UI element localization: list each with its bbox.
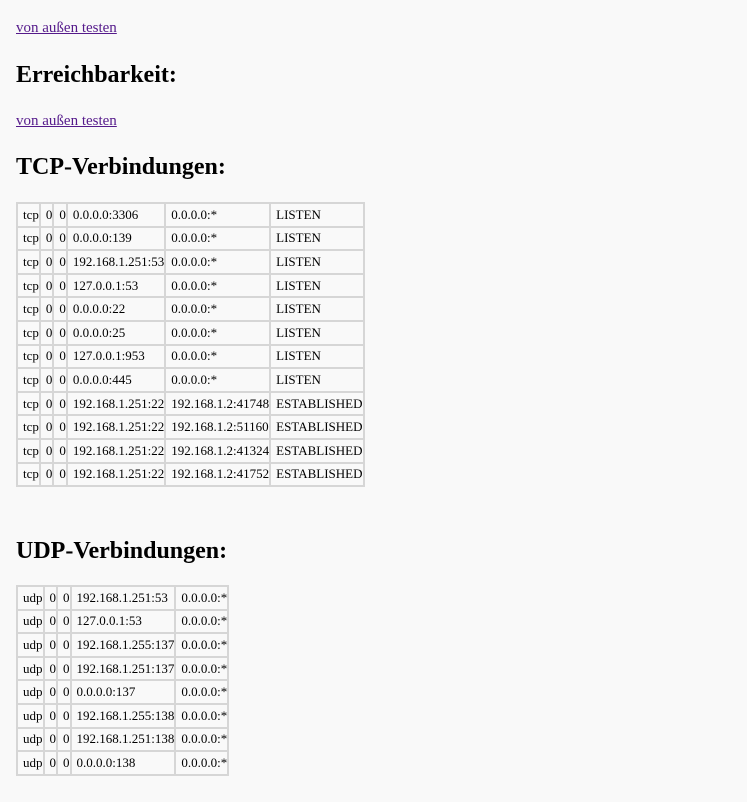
table-cell: 192.168.1.251:22 xyxy=(67,392,165,416)
table-cell: LISTEN xyxy=(270,368,363,392)
tcp-table-row xyxy=(17,274,364,298)
table-cell: 0 xyxy=(44,728,58,752)
table-cell: 0 xyxy=(40,415,54,439)
tcp-table-row xyxy=(17,321,364,345)
table-cell: 0 xyxy=(53,392,67,416)
table-cell: udp xyxy=(17,610,44,634)
table-cell: tcp xyxy=(17,368,40,392)
table-cell: 0 xyxy=(44,751,58,775)
table-cell: udp xyxy=(17,751,44,775)
table-cell: 0 xyxy=(44,657,58,681)
table-cell: 0.0.0.0:* xyxy=(165,297,270,321)
table-cell: 0 xyxy=(57,751,71,775)
table-cell: 0 xyxy=(57,704,71,728)
tcp-table-row xyxy=(17,227,364,251)
table-cell: 0.0.0.0:* xyxy=(165,274,270,298)
test-from-outside-link[interactable]: von außen testen xyxy=(16,113,117,129)
table-cell: 0.0.0.0:* xyxy=(165,321,270,345)
table-cell: 0 xyxy=(40,227,54,251)
table-cell: 0.0.0.0:* xyxy=(175,704,228,728)
table-cell: 0.0.0.0:25 xyxy=(67,321,165,345)
table-cell: udp xyxy=(17,728,44,752)
table-cell: LISTEN xyxy=(270,203,363,227)
table-cell: 0 xyxy=(53,203,67,227)
table-cell: 0.0.0.0:* xyxy=(175,657,228,681)
table-cell: tcp xyxy=(17,345,40,369)
table-cell: 0 xyxy=(57,610,71,634)
tcp-table-row xyxy=(17,368,364,392)
table-cell: 0 xyxy=(40,345,54,369)
udp-table-row xyxy=(17,751,228,775)
table-cell: 0.0.0.0:* xyxy=(165,368,270,392)
table-cell: 0 xyxy=(57,657,71,681)
tcp-table-row xyxy=(17,203,364,227)
table-cell: tcp xyxy=(17,415,40,439)
udp-connections-heading: UDP-Verbindungen: xyxy=(16,538,228,564)
table-cell: tcp xyxy=(17,227,40,251)
table-cell: LISTEN xyxy=(270,297,363,321)
table-cell: 0 xyxy=(44,610,58,634)
table-cell: 0.0.0.0:* xyxy=(165,250,270,274)
table-cell: 0 xyxy=(40,250,54,274)
table-cell: 192.168.1.2:41324 xyxy=(165,439,270,463)
tcp-table-row xyxy=(17,250,364,274)
table-cell: 192.168.1.2:41752 xyxy=(165,463,270,487)
table-cell: 192.168.1.251:137 xyxy=(71,657,176,681)
table-cell: 0 xyxy=(53,227,67,251)
tcp-table-row xyxy=(17,463,364,487)
table-cell: 0 xyxy=(53,439,67,463)
table-cell: 192.168.1.251:53 xyxy=(71,586,176,610)
table-cell: 0.0.0.0:* xyxy=(175,610,228,634)
table-cell: 0 xyxy=(53,250,67,274)
table-cell: 0.0.0.0:* xyxy=(165,345,270,369)
table-cell: LISTEN xyxy=(270,227,363,251)
tcp-table-row xyxy=(17,297,364,321)
table-cell: udp xyxy=(17,680,44,704)
tcp-table-row xyxy=(17,392,364,416)
table-cell: 0.0.0.0:445 xyxy=(67,368,165,392)
udp-table-row xyxy=(17,657,228,681)
table-cell: udp xyxy=(17,704,44,728)
tcp-connections-heading: TCP-Verbindungen: xyxy=(16,154,226,180)
table-cell: 0 xyxy=(40,368,54,392)
table-cell: ESTABLISHED xyxy=(270,392,363,416)
table-cell: 192.168.1.251:22 xyxy=(67,439,165,463)
table-cell: 0 xyxy=(57,633,71,657)
table-cell: 192.168.1.251:22 xyxy=(67,463,165,487)
table-cell: 0.0.0.0:3306 xyxy=(67,203,165,227)
udp-table-row xyxy=(17,728,228,752)
udp-table-row xyxy=(17,610,228,634)
table-cell: 0.0.0.0:* xyxy=(175,680,228,704)
table-cell: 0.0.0.0:* xyxy=(175,633,228,657)
table-cell: tcp xyxy=(17,321,40,345)
table-cell: 0 xyxy=(40,392,54,416)
table-cell: 0 xyxy=(53,321,67,345)
table-cell: 0 xyxy=(40,321,54,345)
table-cell: tcp xyxy=(17,297,40,321)
table-cell: ESTABLISHED xyxy=(270,439,363,463)
table-cell: 0 xyxy=(40,203,54,227)
table-cell: tcp xyxy=(17,463,40,487)
table-cell: tcp xyxy=(17,250,40,274)
table-cell: 0 xyxy=(57,728,71,752)
table-cell: 0 xyxy=(53,415,67,439)
table-cell: 0 xyxy=(40,274,54,298)
tcp-connections-table xyxy=(16,202,365,487)
tcp-table-row xyxy=(17,415,364,439)
table-cell: 0 xyxy=(53,297,67,321)
udp-connections-table xyxy=(16,585,229,776)
table-cell: 0.0.0.0:* xyxy=(175,586,228,610)
table-cell: ESTABLISHED xyxy=(270,415,363,439)
table-cell: 127.0.0.1:53 xyxy=(71,610,176,634)
table-cell: tcp xyxy=(17,439,40,463)
test-from-outside-link-top[interactable]: von außen testen xyxy=(16,20,117,36)
table-cell: udp xyxy=(17,586,44,610)
table-cell: 0.0.0.0:* xyxy=(165,227,270,251)
table-cell: tcp xyxy=(17,274,40,298)
udp-table-row xyxy=(17,633,228,657)
udp-table-row xyxy=(17,704,228,728)
table-cell: 0 xyxy=(44,586,58,610)
table-cell: udp xyxy=(17,633,44,657)
table-cell: 0 xyxy=(53,368,67,392)
table-cell: 0 xyxy=(40,297,54,321)
reachability-heading: Erreichbarkeit: xyxy=(16,62,177,88)
table-cell: ESTABLISHED xyxy=(270,463,363,487)
table-cell: 0 xyxy=(44,704,58,728)
udp-table-row xyxy=(17,586,228,610)
table-cell: LISTEN xyxy=(270,321,363,345)
table-cell: LISTEN xyxy=(270,345,363,369)
table-cell: LISTEN xyxy=(270,250,363,274)
table-cell: 0 xyxy=(57,680,71,704)
table-cell: 0.0.0.0:22 xyxy=(67,297,165,321)
table-cell: 0 xyxy=(44,633,58,657)
table-cell: 0.0.0.0:139 xyxy=(67,227,165,251)
table-cell: 192.168.1.2:41748 xyxy=(165,392,270,416)
table-cell: 192.168.1.251:138 xyxy=(71,728,176,752)
table-cell: 0 xyxy=(40,439,54,463)
table-cell: tcp xyxy=(17,203,40,227)
table-cell: 127.0.0.1:53 xyxy=(67,274,165,298)
udp-table-row xyxy=(17,680,228,704)
table-cell: 0 xyxy=(53,345,67,369)
table-cell: 0 xyxy=(53,463,67,487)
table-cell: 192.168.1.251:22 xyxy=(67,415,165,439)
table-cell: 0 xyxy=(57,586,71,610)
tcp-table-row xyxy=(17,439,364,463)
table-cell: 0.0.0.0:* xyxy=(165,203,270,227)
table-cell: LISTEN xyxy=(270,274,363,298)
table-cell: 127.0.0.1:953 xyxy=(67,345,165,369)
table-cell: 0.0.0.0:137 xyxy=(71,680,176,704)
table-cell: 192.168.1.251:53 xyxy=(67,250,165,274)
tcp-table-row xyxy=(17,345,364,369)
table-cell: 0.0.0.0:138 xyxy=(71,751,176,775)
table-cell: udp xyxy=(17,657,44,681)
table-cell: 0 xyxy=(44,680,58,704)
table-cell: 0 xyxy=(53,274,67,298)
table-cell: 192.168.1.2:51160 xyxy=(165,415,270,439)
table-cell: 192.168.1.255:137 xyxy=(71,633,176,657)
table-cell: 192.168.1.255:138 xyxy=(71,704,176,728)
table-cell: tcp xyxy=(17,392,40,416)
table-cell: 0 xyxy=(40,463,54,487)
table-cell: 0.0.0.0:* xyxy=(175,751,228,775)
table-cell: 0.0.0.0:* xyxy=(175,728,228,752)
